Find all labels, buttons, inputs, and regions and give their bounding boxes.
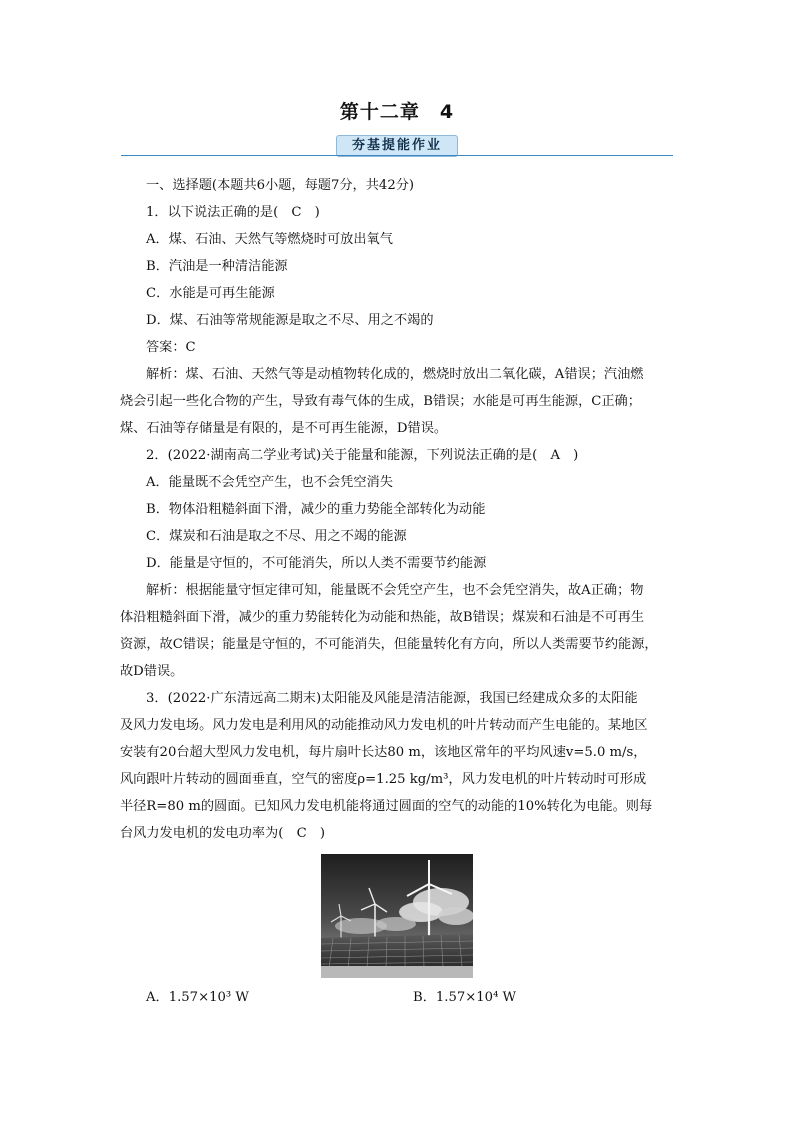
wind-turbine-photo-illustration — [321, 854, 473, 978]
question-2-option-b: B．物体沿粗糙斜面下滑，减少的重力势能全部转化为动能 — [146, 502, 486, 517]
question-2-option-c: C．煤炭和石油是取之不尽、用之不竭的能源 — [146, 529, 407, 544]
question-3-option-b: B．1.57×10⁴ W — [413, 990, 517, 1005]
question-3-stem-line: 半径R=80 m的圆面。已知风力发电机能将通过圆面的空气的动能的10%转化为电能。则每 — [120, 799, 653, 814]
question-1-answer: 答案：C — [146, 340, 196, 355]
question-1-analysis-line: 烧会引起一些化合物的产生，导致有毒气体的生成，B错误；水能是可再生能源，C正确； — [120, 394, 641, 409]
question-1-option-a: A．煤、石油、天然气等燃烧时可放出氧气 — [146, 232, 393, 247]
question-3-stem-line: 台风力发电机的发电功率为( C ) — [120, 826, 326, 841]
question-1-option-d: D．煤、石油等常规能源是取之不尽、用之不竭的 — [146, 313, 434, 328]
question-1-analysis-line: 解析：煤、石油、天然气等是动植物转化成的，燃烧时放出二氧化碳，A错误；汽油燃 — [146, 367, 644, 382]
section-heading: 一、选择题(本题共6小题，每题7分，共42分) — [146, 178, 415, 193]
question-1-option-c: C．水能是可再生能源 — [146, 286, 275, 301]
header-divider — [121, 155, 673, 156]
question-1-option-b: B．汽油是一种清洁能源 — [146, 259, 288, 274]
section-badge: 夯基提能作业 — [336, 135, 458, 157]
question-2-option-a: A．能量既不会凭空产生，也不会凭空消失 — [146, 475, 393, 490]
question-2-stem: 2．(2022·湖南高二学业考试)关于能量和能源，下列说法正确的是( A ) — [146, 448, 579, 463]
question-2-analysis-line: 体沿粗糙斜面下滑，减少的重力势能转化为动能和热能，故B错误；煤炭和石油是不可再生 — [120, 610, 644, 625]
question-2-analysis-line: 故D错误。 — [120, 664, 184, 679]
question-2-option-d: D．能量是守恒的，不可能消失，所以人类不需要节约能源 — [146, 556, 487, 571]
question-1-analysis-line: 煤、石油等存储量是有限的，是不可再生能源，D错误。 — [120, 421, 448, 436]
question-3-stem-line: 及风力发电场。风力发电是利用风的动能推动风力发电机的叶片转动而产生电能的。某地区 — [120, 718, 648, 733]
question-3-stem-line: 3．(2022·广东清远高二期末)太阳能及风能是清洁能源，我国已经建成众多的太阳能 — [146, 691, 638, 706]
question-3-option-a: A．1.57×10³ W — [146, 990, 249, 1005]
page-title: 第十二章 4 — [339, 101, 455, 123]
question-2-analysis-line: 资源，故C错误；能量是守恒的，不可能消失，但能量转化有方向，所以人类需要节约能源， — [120, 637, 658, 652]
question-3-stem-line: 风向跟叶片转动的圆面垂直，空气的密度ρ=1.25 kg/m³，风力发电机的叶片转动时可形成 — [120, 772, 647, 787]
question-3-stem-line: 安装有20台超大型风力发电机，每片扇叶长达80 m，该地区常年的平均风速v=5.0 m/s， — [120, 745, 647, 760]
question-2-analysis-line: 解析：根据能量守恒定律可知，能量既不会凭空产生，也不会凭空消失，故A正确；物 — [146, 583, 644, 598]
question-1-stem: 1．以下说法正确的是( C ) — [146, 205, 320, 220]
wind-turbine-solar-photo — [321, 854, 473, 978]
